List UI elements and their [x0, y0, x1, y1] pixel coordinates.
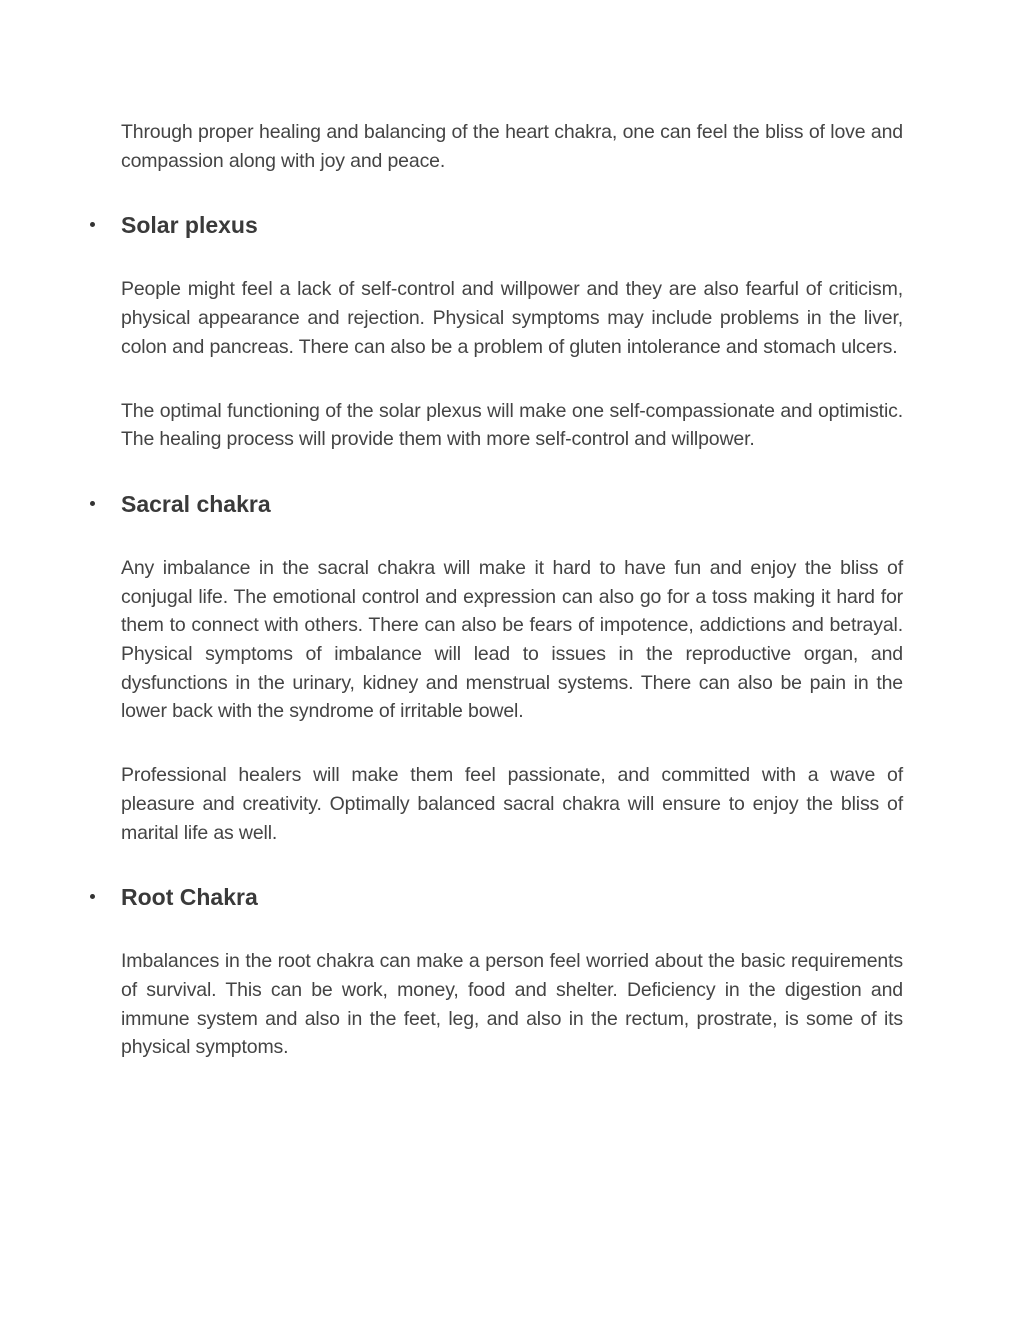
- paragraph-sacral-chakra-healing: Professional healers will make them feel passionate, and committed with a wave of pleasure and creativity. Optimally balanced sacral chakra will ensure to enjoy the bliss of marital life as well.: [121, 764, 903, 844]
- heading-text: Solar plexus: [121, 212, 258, 239]
- heading-text: Root Chakra: [121, 884, 258, 911]
- paragraph-solar-plexus-healing: The optimal functioning of the solar plexus will make one self-compassionate and optimistic. The healing process will provide them with more self-control and willpower.: [121, 399, 903, 451]
- section-heading-sacral-chakra: [121, 489, 903, 519]
- paragraph-sacral-chakra-imbalance: Any imbalance in the sacral chakra will make it hard to have fun and enjoy the bliss of conjugal life. The emotional control and expression can also go for a toss making it hard for them to connect with others. There can also be fears of impotence, addictions and betrayal. Physical symptoms of imbalance will lead to issues in the reproductive organ, and dysfunctions in the urinary, kidney and menstrual systems. There can also be pain in the lower back with the syndrome of irritable bowel.: [121, 556, 903, 723]
- paragraph-solar-plexus-imbalance: People might feel a lack of self-control and willpower and they are also fearful of criticism, physical appearance and rejection. Physical symptoms may include problems in the liver, colon and pancreas. There can also be a problem of gluten intolerance and stomach ulcers.: [121, 278, 903, 358]
- paragraph-root-chakra-imbalance: Imbalances in the root chakra can make a person feel worried about the basic requirements of survival. This can be work, money, food and shelter. Deficiency in the digestion and immune system and also in the feet, leg, and also in the rectum, prostrate, is some of its physical symptoms.: [121, 950, 903, 1059]
- bullet-icon: [90, 501, 95, 506]
- document-body: [121, 118, 903, 1097]
- bullet-icon: [90, 222, 95, 227]
- paragraph-heart-chakra-healing: Through proper healing and balancing of the heart chakra, one can feel the bliss of love and compassion along with joy and peace.: [121, 121, 903, 172]
- section-heading-solar-plexus: [121, 210, 903, 240]
- bullet-icon: [90, 894, 95, 899]
- heading-text: Sacral chakra: [121, 490, 271, 517]
- section-heading-root-chakra: [121, 882, 903, 912]
